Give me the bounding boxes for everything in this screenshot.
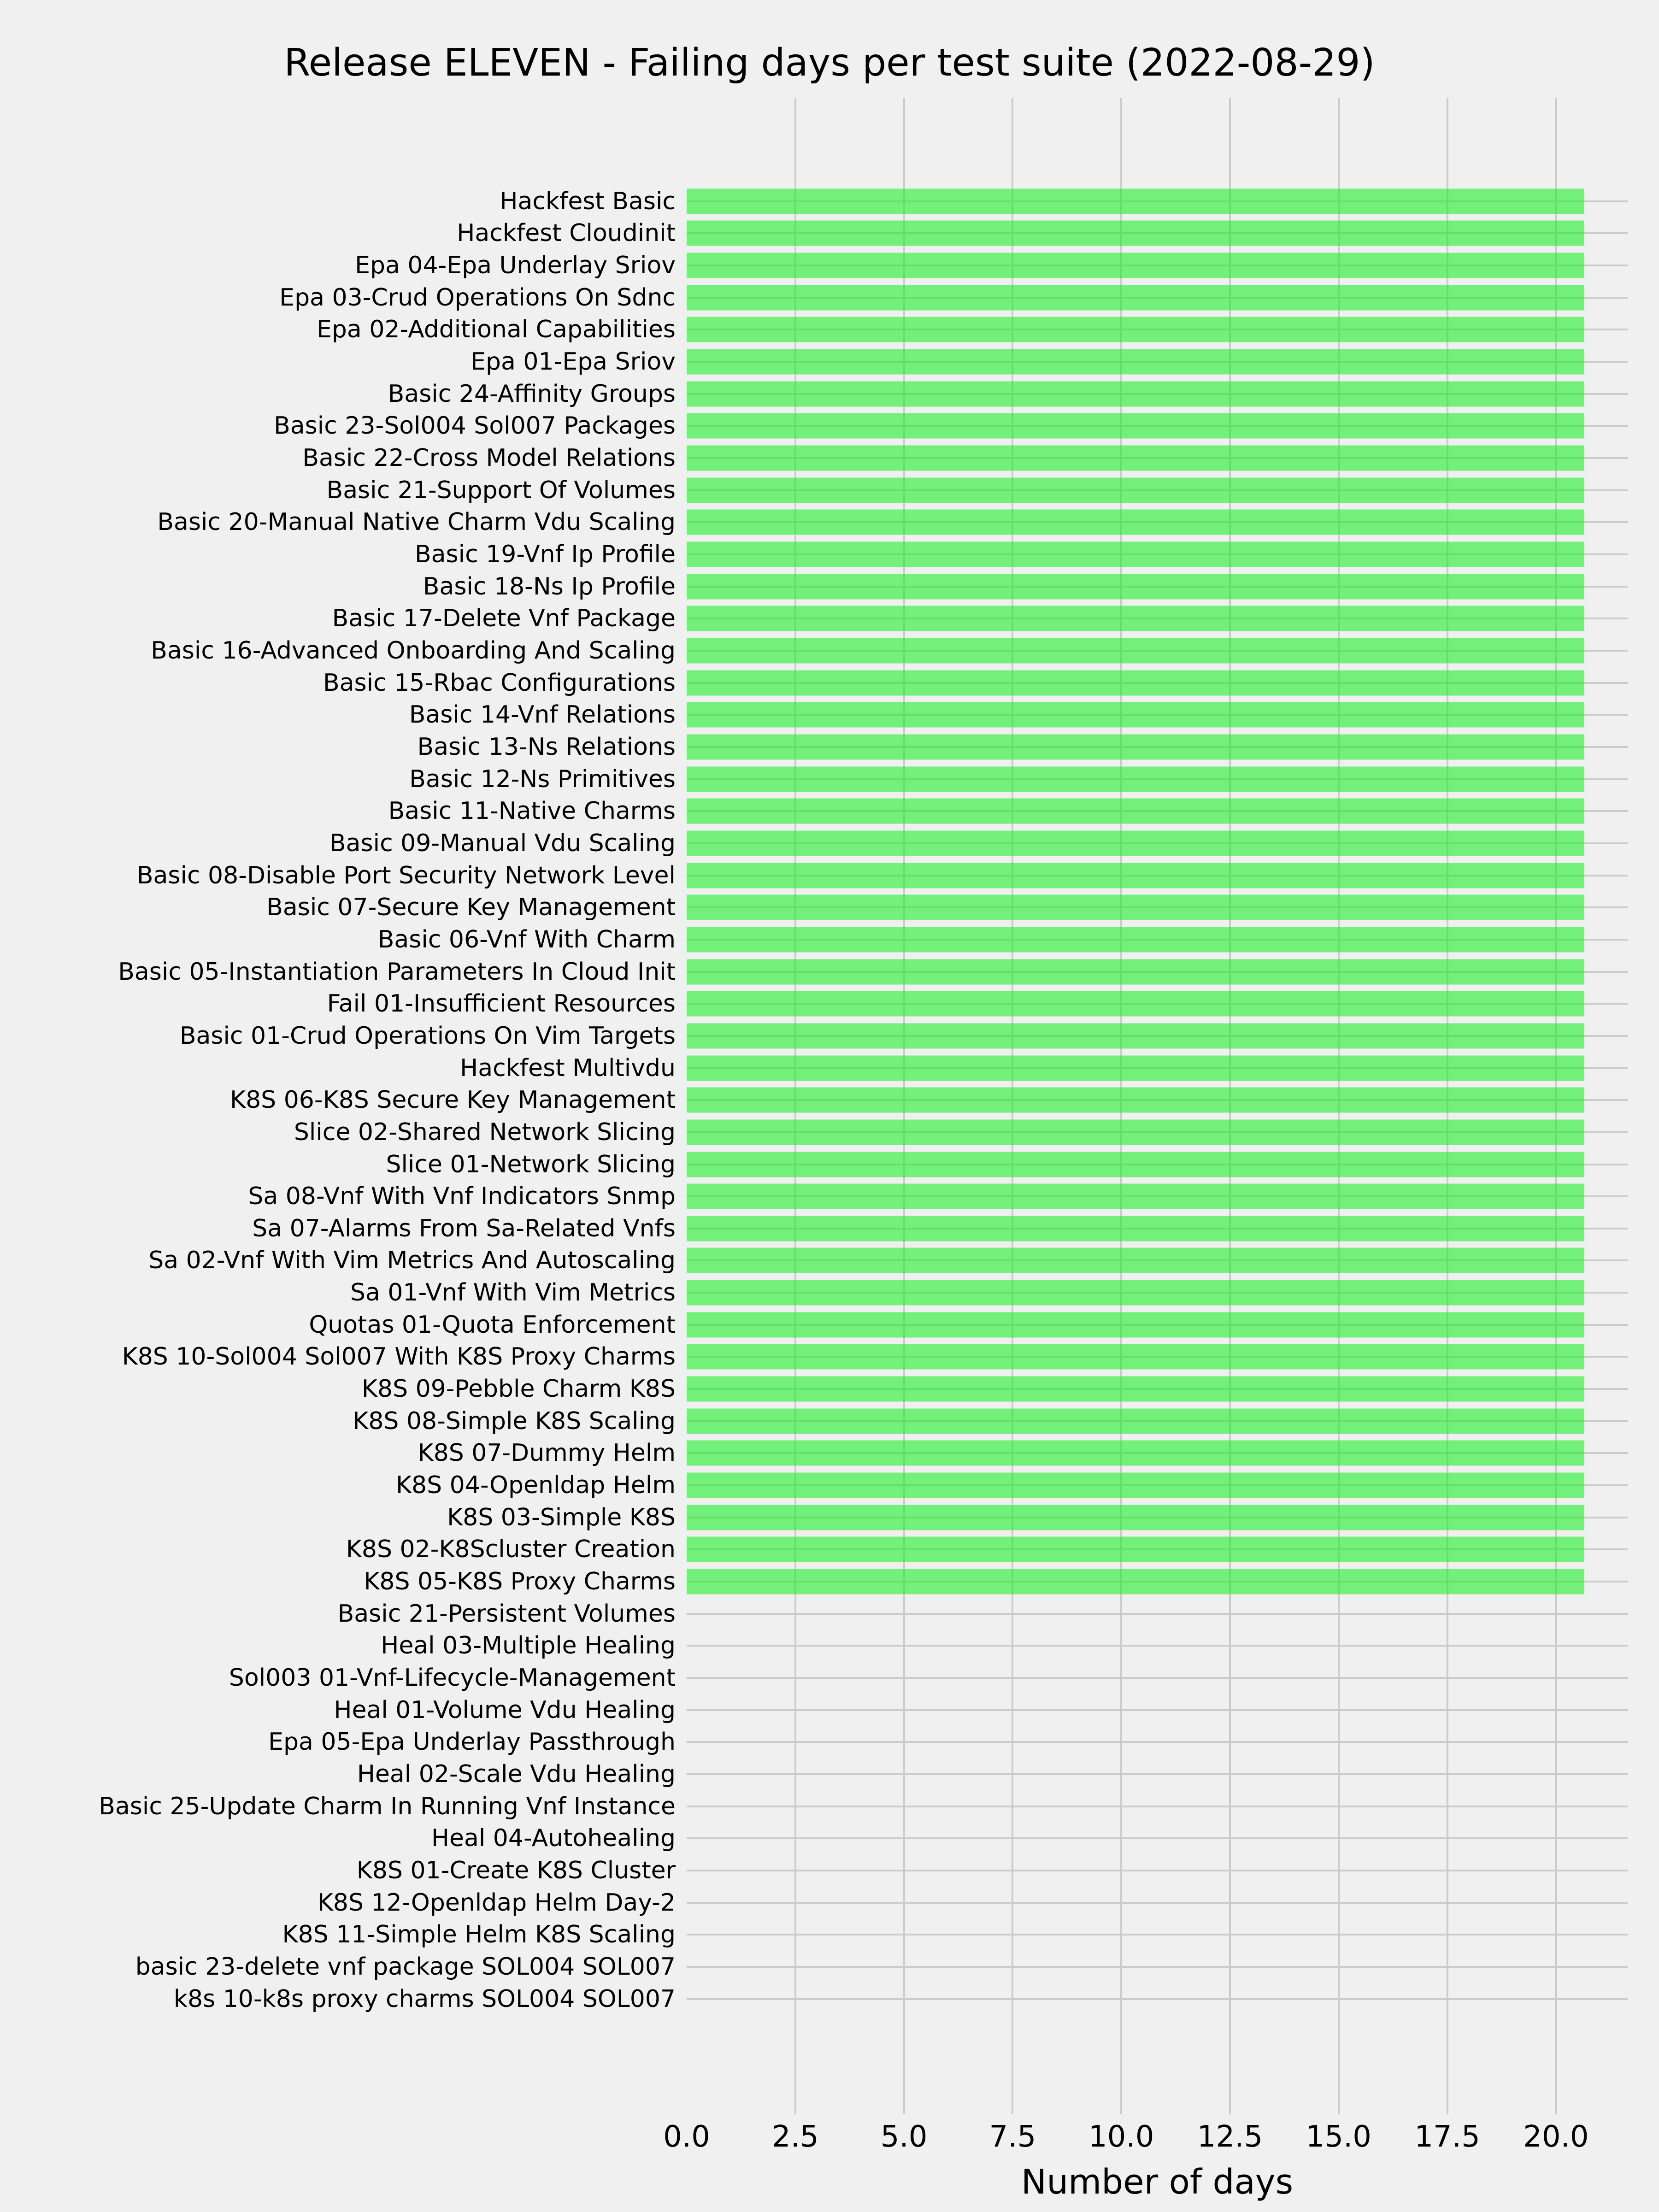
bar xyxy=(687,1473,1584,1498)
category-row xyxy=(274,410,1628,442)
horizontal-gridline xyxy=(687,1806,1628,1807)
bar xyxy=(687,895,1584,920)
category-row xyxy=(329,827,1628,859)
x-axis-tick-labels xyxy=(663,2120,1628,2158)
category-row xyxy=(173,1983,1628,2015)
bar xyxy=(687,574,1584,599)
category-label: basic 23-delete vnf package SOL004 SOL007 xyxy=(135,1953,676,1981)
category-label: Basic 25-Update Charm In Running Vnf Instance xyxy=(99,1792,676,1820)
bar xyxy=(687,670,1584,695)
horizontal-gridline xyxy=(687,1677,1628,1679)
bar xyxy=(687,446,1584,471)
category-row xyxy=(317,314,1628,346)
bar xyxy=(687,285,1584,310)
horizontal-gridline xyxy=(687,1934,1628,1936)
category-label: Heal 02-Scale Vdu Healing xyxy=(357,1760,676,1788)
category-row xyxy=(229,1084,1628,1116)
category-label: Slice 02-Shared Network Slicing xyxy=(294,1118,676,1146)
bar xyxy=(687,542,1584,567)
category-label: Basic 06-Vnf With Charm xyxy=(377,925,676,953)
bar xyxy=(687,317,1584,342)
category-row xyxy=(361,1373,1628,1405)
category-label: Heal 01-Volume Vdu Healing xyxy=(334,1696,676,1724)
rows-container xyxy=(99,98,1628,2114)
chart-title: Release ELEVEN - Failing days per test suite (2022-08-29) xyxy=(284,41,1375,85)
horizontal-gridline xyxy=(687,1773,1628,1775)
bar xyxy=(687,1280,1584,1306)
category-row xyxy=(279,282,1628,314)
bar xyxy=(687,1152,1584,1177)
horizontal-gridline xyxy=(687,1613,1628,1615)
category-label: k8s 10-k8s proxy charms SOL004 SOL007 xyxy=(173,1985,676,2013)
category-label: K8S 10-Sol004 Sol007 With K8S Proxy Charms xyxy=(122,1343,676,1371)
category-label: Basic 21-Persistent Volumes xyxy=(337,1600,676,1628)
category-row xyxy=(409,763,1628,795)
bar xyxy=(687,991,1584,1017)
bar xyxy=(687,1055,1584,1081)
category-label: Basic 12-Ns Primitives xyxy=(409,765,676,793)
category-label: Heal 03-Multiple Healing xyxy=(381,1632,676,1660)
bar xyxy=(687,1184,1584,1209)
category-row xyxy=(346,1534,1628,1566)
category-label: Basic 07-Secure Key Management xyxy=(266,894,676,922)
category-row xyxy=(377,924,1628,956)
category-row xyxy=(471,346,1628,378)
category-row xyxy=(388,795,1628,827)
category-label: Heal 04-Autohealing xyxy=(431,1824,676,1853)
category-row xyxy=(460,1052,1628,1084)
category-label: K8S 08-Simple K8S Scaling xyxy=(353,1407,676,1435)
bar xyxy=(687,734,1584,759)
horizontal-gridline xyxy=(687,1645,1628,1647)
category-row xyxy=(457,218,1628,250)
bar xyxy=(687,188,1584,214)
category-row xyxy=(353,1405,1628,1437)
category-row xyxy=(294,1116,1628,1148)
category-row xyxy=(122,1341,1628,1373)
category-row xyxy=(364,1565,1628,1598)
category-row xyxy=(414,538,1628,571)
category-row xyxy=(309,1309,1628,1341)
category-label: Epa 03-Crud Operations On Sdnc xyxy=(279,283,676,312)
bar xyxy=(687,1569,1584,1594)
category-label: Sa 02-Vnf With Vim Metrics And Autoscaling xyxy=(148,1247,676,1275)
horizontal-gridline xyxy=(687,1902,1628,1904)
bar xyxy=(687,1312,1584,1337)
category-row xyxy=(332,603,1628,635)
bar xyxy=(687,1537,1584,1562)
category-row xyxy=(118,956,1628,988)
category-row xyxy=(268,1726,1628,1759)
category-label: Basic 16-Advanced Onboarding And Scaling xyxy=(151,637,676,665)
category-label: K8S 09-Pebble Charm K8S xyxy=(361,1375,676,1403)
bar xyxy=(687,1344,1584,1370)
category-label: Basic 18-Ns Ip Profile xyxy=(423,572,676,600)
category-row xyxy=(323,667,1628,699)
category-label: Basic 20-Manual Native Charm Vdu Scaling xyxy=(157,508,676,536)
horizontal-gridline xyxy=(687,1966,1628,1968)
category-label: Sa 07-Alarms From Sa-Related Vnfs xyxy=(252,1214,676,1242)
category-label: Epa 01-Epa Sriov xyxy=(471,348,676,376)
category-row xyxy=(248,1180,1628,1212)
category-label: Basic 15-Rbac Configurations xyxy=(323,669,676,697)
category-row xyxy=(151,635,1628,667)
bar xyxy=(687,1023,1584,1048)
horizontal-gridline xyxy=(687,1741,1628,1743)
category-label: Epa 02-Additional Capabilities xyxy=(317,316,676,344)
horizontal-gridline xyxy=(687,1709,1628,1711)
bar xyxy=(687,959,1584,984)
bar xyxy=(687,1505,1584,1530)
x-tick-label: 0.0 xyxy=(663,2120,710,2154)
category-row xyxy=(386,1148,1628,1181)
category-label: K8S 03-Simple K8S xyxy=(447,1503,676,1531)
x-tick-label: 15.0 xyxy=(1306,2120,1372,2154)
bar xyxy=(687,253,1584,278)
category-row xyxy=(326,474,1628,506)
category-row xyxy=(500,185,1628,218)
category-label: Basic 08-Disable Port Security Network Level xyxy=(136,861,676,889)
bar xyxy=(687,1248,1584,1273)
category-row xyxy=(431,1822,1628,1854)
category-label: Basic 01-Crud Operations On Vim Targets xyxy=(179,1022,676,1050)
category-label: Basic 22-Cross Model Relations xyxy=(302,444,676,472)
category-label: Basic 13-Ns Relations xyxy=(417,733,676,761)
category-row xyxy=(447,1501,1628,1534)
category-label: Slice 01-Network Slicing xyxy=(386,1150,676,1178)
category-label: Basic 14-Vnf Relations xyxy=(409,701,676,729)
x-tick-label: 10.0 xyxy=(1088,2120,1154,2154)
category-label: K8S 05-K8S Proxy Charms xyxy=(364,1568,676,1596)
horizontal-gridline xyxy=(687,1998,1628,2000)
category-row xyxy=(357,1758,1628,1790)
category-label: Basic 17-Delete Vnf Package xyxy=(332,605,676,633)
bar xyxy=(687,413,1584,439)
category-label: Basic 05-Instantiation Parameters In Cloud Init xyxy=(118,958,676,986)
bar xyxy=(687,799,1584,824)
category-label: Fail 01-Insufficient Resources xyxy=(327,990,676,1018)
category-label: Quotas 01-Quota Enforcement xyxy=(309,1311,676,1339)
category-label: Basic 11-Native Charms xyxy=(388,797,676,825)
bar xyxy=(687,1441,1584,1466)
category-row xyxy=(135,1951,1628,1983)
category-label: Epa 04-Epa Underlay Sriov xyxy=(355,252,676,280)
category-label: K8S 01-Create K8S Cluster xyxy=(356,1856,676,1884)
category-label: Basic 21-Support Of Volumes xyxy=(326,476,676,504)
horizontal-gridline xyxy=(687,1837,1628,1839)
category-label: K8S 12-Openldap Helm Day-2 xyxy=(317,1888,676,1917)
category-row xyxy=(266,891,1628,924)
bar xyxy=(687,927,1584,952)
x-tick-label: 2.5 xyxy=(771,2120,819,2154)
x-tick-label: 5.0 xyxy=(880,2120,928,2154)
category-row xyxy=(302,442,1628,474)
category-label: Basic 09-Manual Vdu Scaling xyxy=(329,829,676,857)
bar xyxy=(687,702,1584,728)
bar xyxy=(687,1119,1584,1145)
category-row xyxy=(395,1469,1628,1501)
category-row xyxy=(282,1918,1628,1951)
category-row xyxy=(388,378,1628,410)
category-row xyxy=(418,1437,1628,1470)
bar xyxy=(687,830,1584,856)
category-label: Epa 05-Epa Underlay Passthrough xyxy=(268,1728,676,1756)
category-row xyxy=(423,571,1628,603)
category-label: Hackfest Basic xyxy=(500,187,676,215)
x-tick-label: 17.5 xyxy=(1414,2120,1480,2154)
x-axis-label: Number of days xyxy=(1021,2162,1294,2202)
category-row xyxy=(356,1854,1628,1887)
category-row xyxy=(157,506,1628,539)
category-label: Sol003 01-Vnf-Lifecycle-Management xyxy=(229,1664,676,1692)
category-row xyxy=(148,1245,1628,1277)
bar xyxy=(687,477,1584,503)
bar xyxy=(687,766,1584,792)
category-row xyxy=(350,1277,1628,1309)
bar xyxy=(687,638,1584,664)
category-label: Hackfest Multivdu xyxy=(460,1054,676,1082)
bar xyxy=(687,1377,1584,1402)
bar xyxy=(687,381,1584,406)
category-label: K8S 07-Dummy Helm xyxy=(418,1439,676,1467)
bar xyxy=(687,1088,1584,1113)
category-label: Basic 23-Sol004 Sol007 Packages xyxy=(274,412,676,440)
category-row xyxy=(334,1694,1628,1726)
x-tick-label: 12.5 xyxy=(1197,2120,1263,2154)
category-row xyxy=(327,988,1628,1020)
category-label: K8S 02-K8Scluster Creation xyxy=(346,1535,676,1564)
bar xyxy=(687,349,1584,375)
category-label: Hackfest Cloudinit xyxy=(457,219,676,247)
x-tick-label: 20.0 xyxy=(1523,2120,1589,2154)
horizontal-gridline xyxy=(687,1870,1628,1871)
bar xyxy=(687,221,1584,246)
category-label: Basic 19-Vnf Ip Profile xyxy=(414,541,676,569)
category-row xyxy=(252,1212,1628,1245)
plot-area xyxy=(99,98,1628,2114)
category-label: K8S 11-Simple Helm K8S Scaling xyxy=(282,1921,676,1949)
category-label: Sa 08-Vnf With Vnf Indicators Snmp xyxy=(248,1182,676,1211)
category-label: K8S 04-Openldap Helm xyxy=(395,1471,676,1500)
bar xyxy=(687,1216,1584,1241)
category-row xyxy=(317,1887,1628,1919)
category-row xyxy=(409,699,1628,731)
category-row xyxy=(179,1020,1628,1052)
category-label: Sa 01-Vnf With Vim Metrics xyxy=(350,1279,676,1307)
x-tick-label: 7.5 xyxy=(989,2120,1036,2154)
bar xyxy=(687,863,1584,888)
bar xyxy=(687,606,1584,631)
category-label: K8S 06-K8S Secure Key Management xyxy=(229,1086,676,1114)
category-row xyxy=(136,859,1628,892)
category-label: Basic 24-Affinity Groups xyxy=(388,380,676,408)
category-row xyxy=(417,731,1628,763)
category-row xyxy=(355,249,1628,282)
category-row xyxy=(381,1630,1628,1662)
category-row xyxy=(337,1598,1628,1630)
category-row xyxy=(99,1790,1628,1823)
bar xyxy=(687,1408,1584,1434)
bar xyxy=(687,510,1584,535)
category-row xyxy=(229,1662,1628,1694)
